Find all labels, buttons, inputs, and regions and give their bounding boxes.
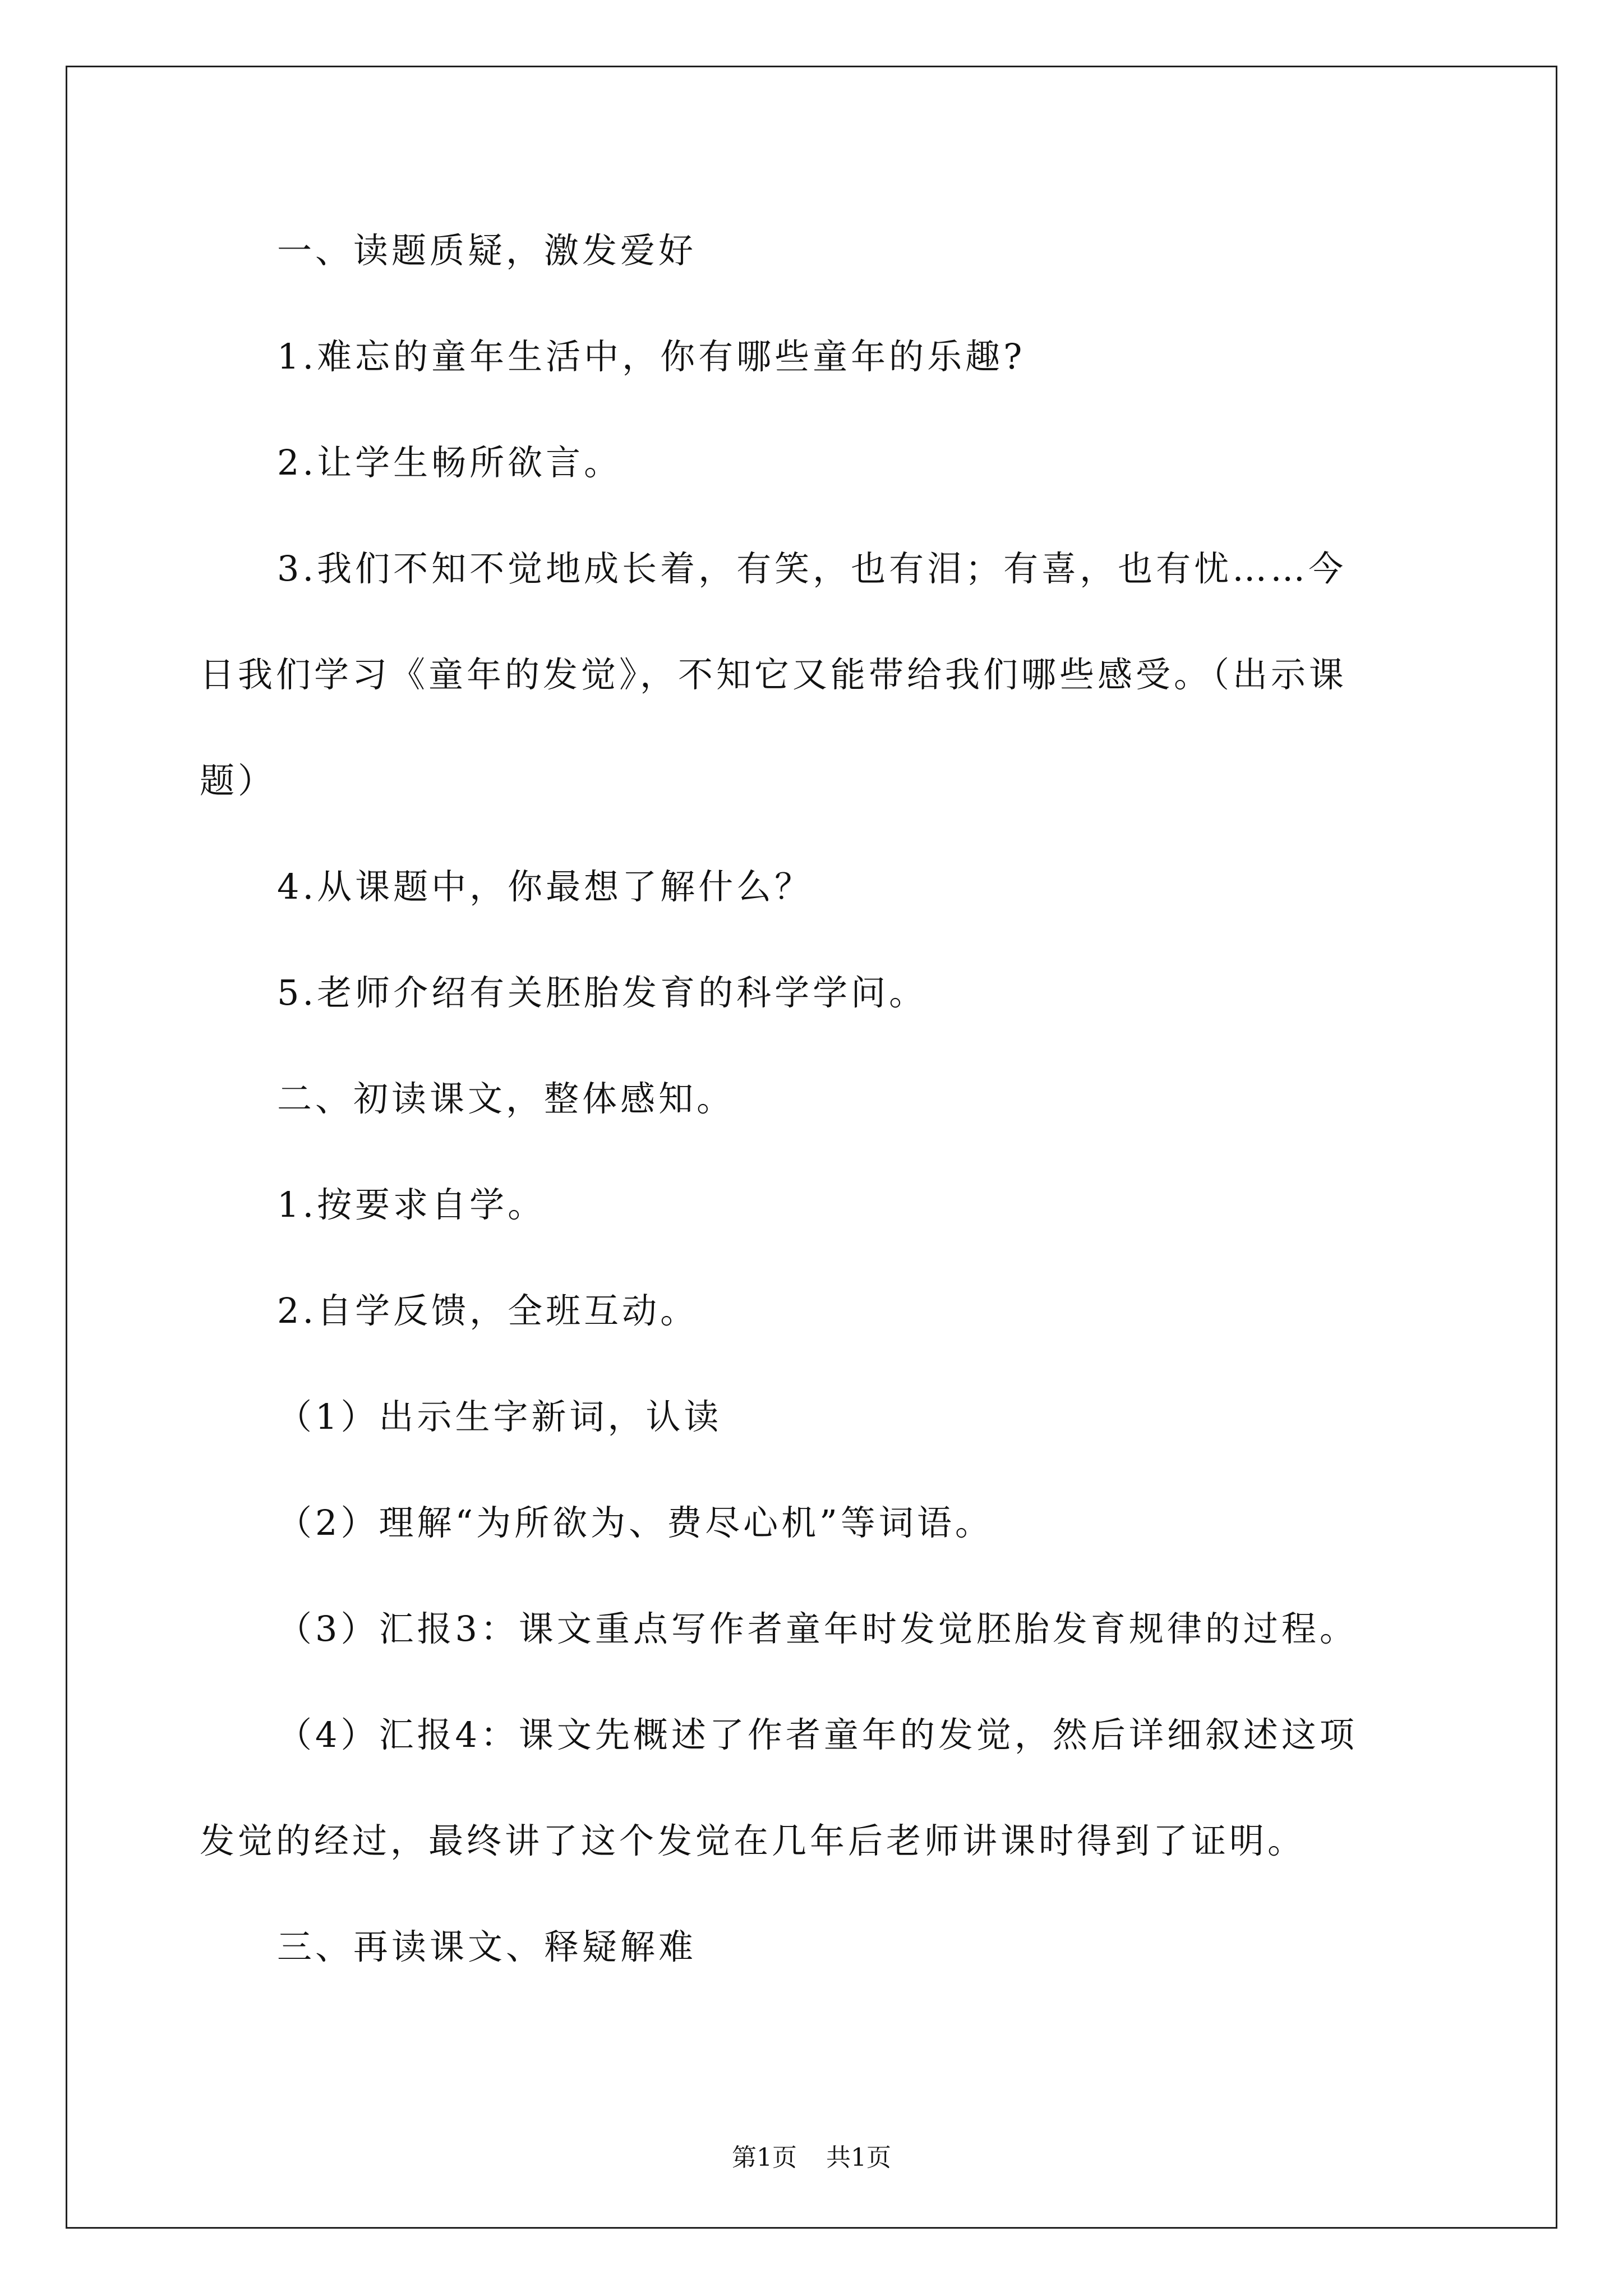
paragraph-continuation: 题） [200, 760, 276, 801]
paragraph: （3）汇报3：课文重点写作者童年时发觉胚胎发育规律的过程。 [277, 1608, 1358, 1649]
paragraph-continuation: 日我们学习《童年的发觉》，不知它又能带给我们哪些感受。（出示课 [200, 654, 1348, 695]
paragraph: 2.自学反馈，全班互动。 [277, 1290, 699, 1331]
paragraph: （4）汇报4：课文先概述了作者童年的发觉，然后详细叙述这项 [277, 1714, 1358, 1755]
page-total: 共1页 [826, 2143, 891, 2172]
section-heading-2: 二、初读课文，整体感知。 [277, 1078, 735, 1119]
page-footer [0, 2143, 1623, 2172]
paragraph: （1）出示生字新词，认读 [277, 1396, 722, 1437]
paragraph: 3.我们不知不觉地成长着，有笑，也有泪；有喜，也有忧……今 [277, 548, 1347, 589]
paragraph: 2.让学生畅所欲言。 [277, 442, 623, 483]
section-heading-3: 三、再读课文、释疑解难 [277, 1926, 697, 1967]
page-number: 第1页 [732, 2143, 797, 2172]
paragraph: 4.从课题中，你最想了解什么？ [277, 866, 813, 907]
paragraph: 5.老师介绍有关胚胎发育的科学学问。 [277, 972, 928, 1013]
paragraph-continuation: 发觉的经过，最终讲了这个发觉在几年后老师讲课时得到了证明。 [200, 1820, 1306, 1861]
section-heading-1: 一、读题质疑，激发爱好 [277, 230, 697, 271]
page-border [66, 66, 1557, 2229]
paragraph: 1.难忘的童年生活中，你有哪些童年的乐趣? [277, 336, 1026, 377]
paragraph: 1.按要求自学。 [277, 1184, 546, 1225]
paragraph: （2）理解“为所欲为、费尽心机”等词语。 [277, 1502, 993, 1543]
